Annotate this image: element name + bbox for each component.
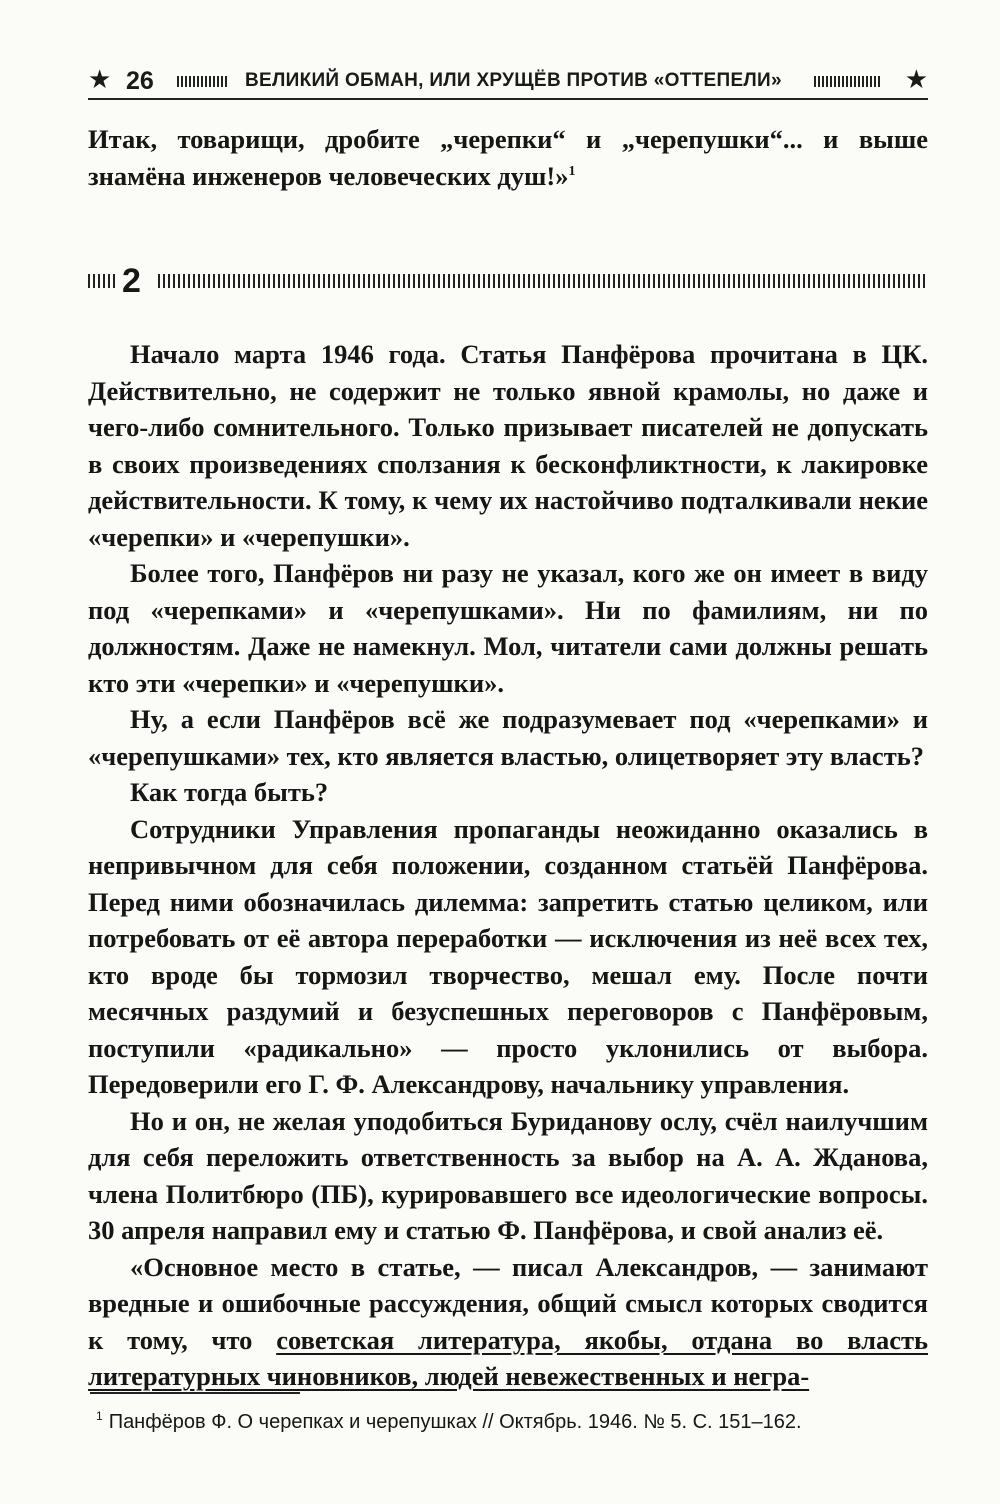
footnote-rule <box>90 1392 300 1394</box>
paragraph: Как тогда быть? <box>130 777 329 807</box>
section-number: 2 <box>122 262 141 300</box>
section-ornament-right <box>158 274 928 288</box>
page-number: 26 <box>126 67 154 95</box>
footnote <box>96 1408 930 1436</box>
paragraph: Сотрудники Управления пропаганды неожиданно оказались в непривычном для себя положении, созданном статьёй Панфёрова. Перед ними обозначилась дилемма: запретить статью целиком, или потребовать от её автора переработки — исключения из неё всех тех, кто вроде бы тормозил творчество, мешал ему. После почти месячных раздумий и безуспешных переговоров с Панфёровым, поступили «радикально» — просто уклонились от выбора. Передоверили его Г. Ф. Александрову, начальнику управления. <box>88 813 928 1099</box>
section-heading <box>88 262 928 302</box>
header-ornament-left <box>177 76 227 87</box>
intro-paragraph <box>88 121 928 194</box>
underlined-quote: советская литература, якобы, отдана во власть литературных чиновников, людей невежественных и негра- <box>88 1324 928 1391</box>
header-rule <box>88 98 928 100</box>
star-icon: ★ <box>88 64 112 94</box>
header-ornament-right <box>814 76 880 87</box>
intro-text: Итак, товарищи, дробите „черепки“ и „черепушки“... и выше знамёна инженеров человеческих душ!» <box>88 124 928 191</box>
running-header <box>88 62 928 104</box>
paragraph: Более того, Панфёров ни разу не указал, кого же он имеет в виду под «черепками» и «черепушками». Ни по фамилиям, ни по должностям. Даже не намекнул. Мол, читатели сами должны решать кто эти «черепки» и «черепушки». <box>88 558 928 698</box>
footnote-number: 1 <box>96 1409 103 1424</box>
paragraph: Ну, а если Панфёров всё же подразумевает под «черепками» и «черепушками» тех, кто является властью, олицетворяет эту власть? <box>88 704 928 771</box>
footnote-text: Панфёров Ф. О черепках и черепушках // Октябрь. 1946. № 5. С. 151–162. <box>108 1411 802 1433</box>
section-ornament-left <box>88 274 116 288</box>
star-icon: ★ <box>904 64 928 94</box>
running-title: ВЕЛИКИЙ ОБМАН, ИЛИ ХРУЩЁВ ПРОТИВ «ОТТЕПЕЛИ» <box>245 70 782 91</box>
body-text <box>88 336 928 1395</box>
paragraph: Но и он, не желая уподобиться Буриданову ослу, счёл наилучшим для себя переложить ответственность за выбор на А. А. Жданова, члена Политбюро (ПБ), курировавшего все идеологические вопросы. 30 апреля направил ему и статью Ф. Панфёрова, и свой анализ её. <box>88 1105 928 1245</box>
footnote-ref[interactable]: 1 <box>568 163 576 179</box>
paragraph: Начало марта 1946 года. Статья Панфёрова прочитана в ЦК. Действительно, не содержит не только явной крамолы, но даже и чего-либо сомнительного. Только призывает писателей не допускать в своих произведениях сползания к бесконфликтности, к лакировке действительности. К тому, к чему их настойчиво подталкивали некие «черепки» и «черепушки». <box>88 339 928 552</box>
quote-paragraph <box>88 1249 928 1395</box>
quote-text: «Основное место в статье, — писал Александров, — занимают вредные и ошибочные рассуждения, общий смысл которых сводится к тому, что <box>88 1251 928 1355</box>
